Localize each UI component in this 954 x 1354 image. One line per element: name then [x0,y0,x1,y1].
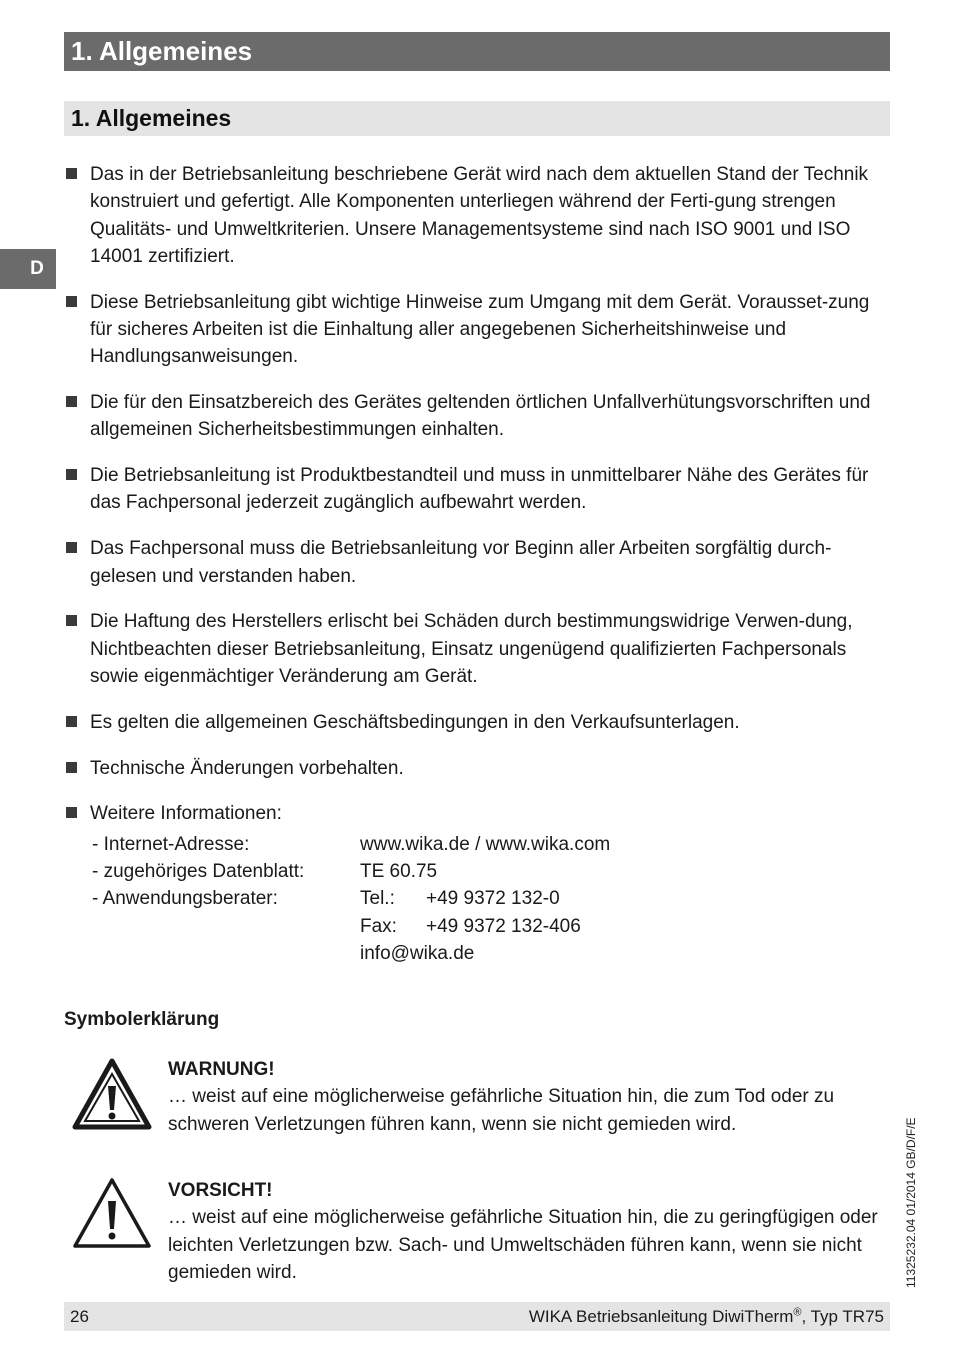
list-item-text: Die Betriebsanleitung ist Produktbestandteil und muss in unmittelbarer Nähe des Gerätes für das Fachpersonal jederzeit zugänglich aufbewahrt werden. [90,465,869,514]
list-item [64,462,894,517]
datasheet-label: - zugehöriges Datenblatt: [92,860,305,882]
section-header-bar [64,101,890,136]
bullet-list [64,161,894,967]
square-bullet-icon [66,396,77,407]
list-item-text: Weitere Informationen: [90,803,282,825]
section-title: 1. Allgemeines [71,105,232,131]
list-item-text: Die für den Einsatzbereich des Gerätes geltenden örtlichen Unfallverhütungsvorschriften und allgemeinen Sicherheitsbestimmungen einhalten. [90,392,871,441]
warning-triangle-icon [72,1058,152,1130]
square-bullet-icon [66,296,77,307]
chapter-header-bar [64,32,890,71]
list-item [64,535,894,590]
list-item [64,608,894,690]
list-item-text: Die Haftung des Herstellers erlischt bei Schäden durch bestimmungswidrige Verwen-dung, Nichtbeachten dieser Betriebsanleitung, Einsatz ungenügend qualifizierten Fachpersonals sowie eigenmächtiger Veränderung am Gerät. [90,611,853,687]
info-row-email [90,940,894,967]
registered-mark: ® [793,1306,802,1319]
list-item [64,389,894,444]
square-bullet-icon [66,762,77,773]
internet-value: www.wika.de / www.wika.com [360,833,611,855]
page-footer [64,1302,890,1331]
chapter-title: 1. Allgemeines [71,36,253,66]
list-item-text: Technische Änderungen vorbehalten. [90,757,404,779]
page-number: 26 [70,1307,89,1326]
square-bullet-icon [66,469,77,480]
caution-title: VORSICHT! [168,1180,273,1201]
fax-value: +49 9372 132-406 [426,915,581,937]
info-row-datasheet [90,858,894,885]
advisor-label: - Anwendungsberater: [92,888,278,910]
info-row-tel [90,885,894,912]
tel-value: +49 9372 132-0 [426,888,560,910]
language-tab-label: D [30,258,44,279]
footer-title-main: WIKA Betriebsanleitung DiwiTherm [528,1307,794,1326]
warning-title: WARNUNG! [168,1059,275,1080]
square-bullet-icon [66,807,77,818]
list-item-text: Diese Betriebsanleitung gibt wichtige Hinweise zum Umgang mit dem Gerät. Vorausset-zung für sicheres Arbeiten ist die Einhaltung aller angegebenen Sicherheitshinweise und Handlungsanweisungen. [90,291,870,368]
datasheet-value: TE 60.75 [360,860,438,882]
info-row-internet [90,831,894,858]
square-bullet-icon [66,716,77,727]
list-item [64,755,894,782]
language-tab [0,249,56,289]
warning-legend-text [168,1056,888,1138]
document-code: 11325232.04 01/2014 GB/D/F/E [904,1117,918,1288]
list-item-text: Das in der Betriebsanleitung beschriebene Gerät wird nach dem aktuellen Stand der Technik konstruiert und gefertigt. Alle Komponenten unterliegen während der Ferti-gung strengen Qualitäts- und Umweltkriterien. Unsere Managementsysteme sind nach ISO 9001 und ISO 14001 zertifiziert. [90,164,869,267]
symbol-legend-heading: Symbolerklärung [64,1009,220,1030]
list-item [64,709,894,736]
footer-title [529,1302,884,1331]
square-bullet-icon [66,615,77,626]
email-value: info@wika.de [360,942,475,964]
contact-info-table [90,831,894,967]
warning-triangle-icon [72,1177,152,1249]
footer-title-tail: , Typ TR75 [801,1307,884,1326]
caution-legend-text [168,1177,888,1286]
info-row-fax [90,913,894,940]
list-item-text: Das Fachpersonal muss die Betriebsanleitung vor Beginn aller Arbeiten sorgfältig durch-gelesen und verstanden haben. [90,538,832,587]
caution-description: … weist auf eine möglicherweise gefährliche Situation hin, die zu geringfügigen oder leichten Verletzungen bzw. Sach- und Umweltschäden führen kann, wenn sie nicht gemieden wird. [168,1207,878,1283]
list-item [64,289,894,371]
square-bullet-icon [66,542,77,553]
list-item-text: Es gelten die allgemeinen Geschäftsbedingungen in den Verkaufsunterlagen. [90,711,740,733]
fax-label: Fax: [360,915,397,937]
list-item [64,161,894,270]
list-item [64,800,894,967]
square-bullet-icon [66,168,77,179]
warning-description: … weist auf eine möglicherweise gefährliche Situation hin, die zum Tod oder zu schweren Verletzungen führen kann, wenn sie nicht gemieden wird. [168,1086,835,1135]
internet-label: - Internet-Adresse: [92,833,250,855]
tel-label: Tel.: [360,888,395,910]
